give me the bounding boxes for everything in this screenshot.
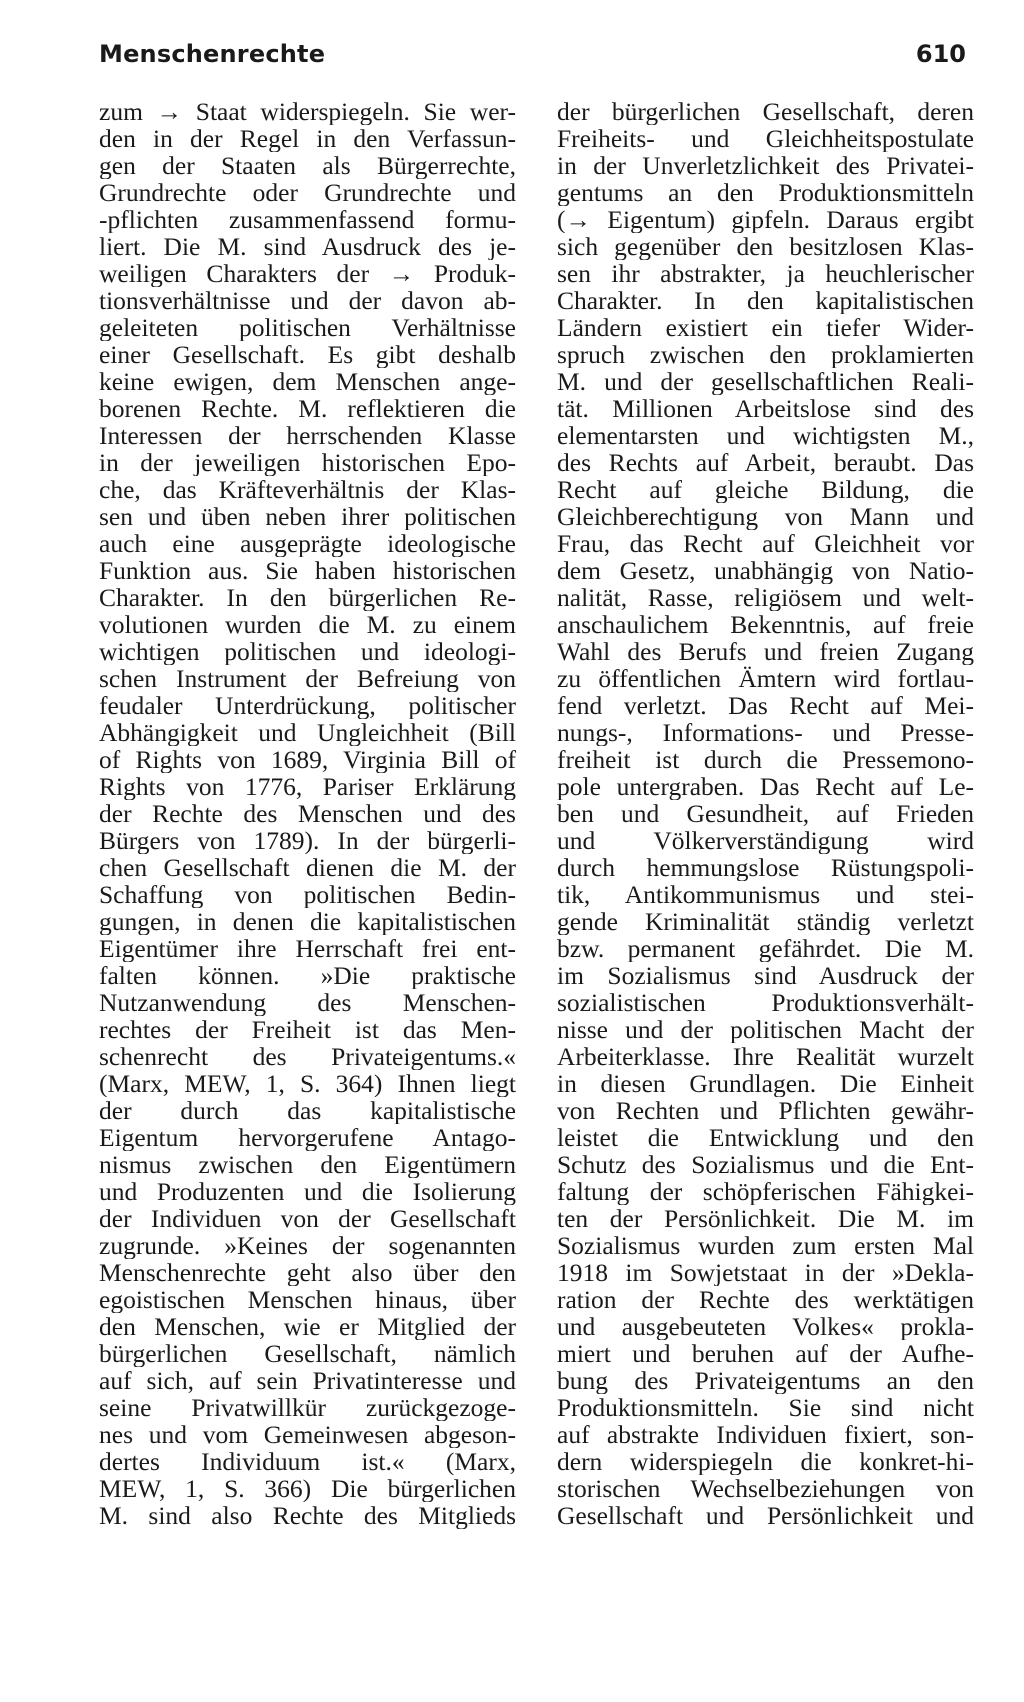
text-line: sich gegenüber den besitzlosen Klas- — [557, 233, 974, 260]
text-line: Wahl des Berufs und freien Zugang — [557, 638, 974, 665]
text-line: dem Gesetz, unabhängig von Natio- — [557, 557, 974, 584]
text-line: Schaffung von politischen Bedin- — [99, 881, 516, 908]
text-line: den in der Regel in den Verfassun- — [99, 125, 516, 152]
text-line: Menschenrechte geht also über den — [99, 1259, 516, 1286]
text-line: ten der Persönlichkeit. Die M. im — [557, 1205, 974, 1232]
text-line: dern widerspiegeln die konkret-hi- — [557, 1448, 974, 1475]
text-line: schen Instrument der Befreiung von — [99, 665, 516, 692]
text-line: von Rechten und Pflichten gewähr- — [557, 1097, 974, 1124]
text-line: und ausgebeuteten Volkes« prokla- — [557, 1313, 974, 1340]
text-line: M. sind also Rechte des Mitglieds — [99, 1502, 516, 1529]
text-line: gentums an den Produktionsmitteln — [557, 179, 974, 206]
text-line: spruch zwischen den proklamierten — [557, 341, 974, 368]
text-line: 1918 im Sowjetstaat in der »Dekla- — [557, 1259, 974, 1286]
text-line: auf abstrakte Individuen fixiert, son- — [557, 1421, 974, 1448]
text-line: Produktionsmitteln. Sie sind nicht — [557, 1394, 974, 1421]
text-line: che, das Kräfteverhältnis der Klas- — [99, 476, 516, 503]
text-line: feudaler Unterdrückung, politischer — [99, 692, 516, 719]
text-line: rechtes der Freiheit ist das Men- — [99, 1016, 516, 1043]
text-line: ration der Rechte des werktätigen — [557, 1286, 974, 1313]
text-line: Eigentum hervorgerufene Antago- — [99, 1124, 516, 1151]
text-line: sozialistischen Produktionsverhält- — [557, 989, 974, 1016]
text-line: anschaulichem Bekenntnis, auf freie — [557, 611, 974, 638]
text-line: bung des Privateigentums an den — [557, 1367, 974, 1394]
text-line: keine ewigen, dem Menschen ange- — [99, 368, 516, 395]
text-line: einer Gesellschaft. Es gibt deshalb — [99, 341, 516, 368]
text-line: Gleichberechtigung von Mann und — [557, 503, 974, 530]
text-line: gen der Staaten als Bürgerrechte, — [99, 152, 516, 179]
text-line: Funktion aus. Sie haben historischen — [99, 557, 516, 584]
text-line: egoistischen Menschen hinaus, über — [99, 1286, 516, 1313]
text-line: gungen, in denen die kapitalistischen — [99, 908, 516, 935]
text-line: der durch das kapitalistische — [99, 1097, 516, 1124]
text-line: durch hemmungslose Rüstungspoli- — [557, 854, 974, 881]
text-line: Freiheits- und Gleichheitspostulate — [557, 125, 974, 152]
text-line: bzw. permanent gefährdet. Die M. — [557, 935, 974, 962]
text-line: nungs-, Informations- und Presse- — [557, 719, 974, 746]
text-line: zum → Staat widerspiegeln. Sie wer- — [99, 98, 516, 125]
text-line: im Sozialismus sind Ausdruck der — [557, 962, 974, 989]
text-line: nismus zwischen den Eigentümern — [99, 1151, 516, 1178]
text-line: falten können. »Die praktische — [99, 962, 516, 989]
text-line: (→ Eigentum) gipfeln. Daraus ergibt — [557, 206, 974, 233]
text-line: der Rechte des Menschen und des — [99, 800, 516, 827]
text-line: der bürgerlichen Gesellschaft, deren — [557, 98, 974, 125]
text-line: freiheit ist durch die Pressemono- — [557, 746, 974, 773]
text-line: schenrecht des Privateigentums.« — [99, 1043, 516, 1070]
text-line: Sozialismus wurden zum ersten Mal — [557, 1232, 974, 1259]
text-line: in der Unverletzlichkeit des Privatei- — [557, 152, 974, 179]
text-line: Eigentümer ihre Herrschaft frei ent- — [99, 935, 516, 962]
text-line: storischen Wechselbeziehungen von — [557, 1475, 974, 1502]
text-line: dertes Individuum ist.« (Marx, — [99, 1448, 516, 1475]
text-line: leistet die Entwicklung und den — [557, 1124, 974, 1151]
text-line: gende Kriminalität ständig verletzt — [557, 908, 974, 935]
text-line: Abhängigkeit und Ungleichheit (Bill — [99, 719, 516, 746]
text-line: Interessen der herrschenden Klasse — [99, 422, 516, 449]
text-line: in diesen Grundlagen. Die Einheit — [557, 1070, 974, 1097]
text-line: Schutz des Sozialismus und die Ent- — [557, 1151, 974, 1178]
text-line: pole untergraben. Das Recht auf Le- — [557, 773, 974, 800]
text-line: of Rights von 1689, Virginia Bill of — [99, 746, 516, 773]
text-line: seine Privatwillkür zurückgezoge- — [99, 1394, 516, 1421]
text-line: Recht auf gleiche Bildung, die — [557, 476, 974, 503]
text-line: MEW, 1, S. 366) Die bürgerlichen — [99, 1475, 516, 1502]
text-line: tionsverhältnisse und der davon ab- — [99, 287, 516, 314]
text-line: -pflichten zusammenfassend formu- — [99, 206, 516, 233]
text-line: weiligen Charakters der → Produk- — [99, 260, 516, 287]
text-line: ben und Gesundheit, auf Frieden — [557, 800, 974, 827]
text-line: auf sich, auf sein Privatinteresse und — [99, 1367, 516, 1394]
text-line: und Produzenten und die Isolierung — [99, 1178, 516, 1205]
text-line: volutionen wurden die M. zu einem — [99, 611, 516, 638]
text-line: Charakter. In den bürgerlichen Re- — [99, 584, 516, 611]
text-line: Charakter. In den kapitalistischen — [557, 287, 974, 314]
text-column-left — [99, 98, 516, 1529]
text-line: des Rechts auf Arbeit, beraubt. Das — [557, 449, 974, 476]
text-column-right — [557, 98, 974, 1529]
text-line: der Individuen von der Gesellschaft — [99, 1205, 516, 1232]
text-line: borenen Rechte. M. reflektieren die — [99, 395, 516, 422]
text-line: zu öffentlichen Ämtern wird fortlau- — [557, 665, 974, 692]
text-line: bürgerlichen Gesellschaft, nämlich — [99, 1340, 516, 1367]
text-line: Bürgers von 1789). In der bürgerli- — [99, 827, 516, 854]
text-line: nes und vom Gemeinwesen abgeson- — [99, 1421, 516, 1448]
text-line: chen Gesellschaft dienen die M. der — [99, 854, 516, 881]
page-number: 610 — [915, 40, 966, 68]
text-line: Rights von 1776, Pariser Erklärung — [99, 773, 516, 800]
text-line: nalität, Rasse, religiösem und welt- — [557, 584, 974, 611]
text-line: Frau, das Recht auf Gleichheit vor — [557, 530, 974, 557]
text-line: in der jeweiligen historischen Epo- — [99, 449, 516, 476]
text-line: nisse und der politischen Macht der — [557, 1016, 974, 1043]
text-line: elementarsten und wichtigsten M., — [557, 422, 974, 449]
text-line: tik, Antikommunismus und stei- — [557, 881, 974, 908]
text-line: zugrunde. »Keines der sogenannten — [99, 1232, 516, 1259]
text-line: wichtigen politischen und ideologi- — [99, 638, 516, 665]
text-line: miert und beruhen auf der Aufhe- — [557, 1340, 974, 1367]
text-line: tät. Millionen Arbeitslose sind des — [557, 395, 974, 422]
text-line: liert. Die M. sind Ausdruck des je- — [99, 233, 516, 260]
text-line: und Völkerverständigung wird — [557, 827, 974, 854]
text-line: faltung der schöpferischen Fähigkei- — [557, 1178, 974, 1205]
text-line: (Marx, MEW, 1, S. 364) Ihnen liegt — [99, 1070, 516, 1097]
text-line: den Menschen, wie er Mitglied der — [99, 1313, 516, 1340]
text-line: Arbeiterklasse. Ihre Realität wurzelt — [557, 1043, 974, 1070]
text-line: Ländern existiert ein tiefer Wider- — [557, 314, 974, 341]
text-line: fend verletzt. Das Recht auf Mei- — [557, 692, 974, 719]
text-line: sen und üben neben ihrer politischen — [99, 503, 516, 530]
text-line: M. und der gesellschaftlichen Reali- — [557, 368, 974, 395]
text-line: sen ihr abstrakter, ja heuchlerischer — [557, 260, 974, 287]
text-line: auch eine ausgeprägte ideologische — [99, 530, 516, 557]
text-line: geleiteten politischen Verhältnisse — [99, 314, 516, 341]
page-header-title: Menschenrechte — [99, 40, 326, 68]
text-line: Nutzanwendung des Menschen- — [99, 989, 516, 1016]
text-line: Grundrechte oder Grundrechte und — [99, 179, 516, 206]
text-line: Gesellschaft und Persönlichkeit und — [557, 1502, 974, 1529]
